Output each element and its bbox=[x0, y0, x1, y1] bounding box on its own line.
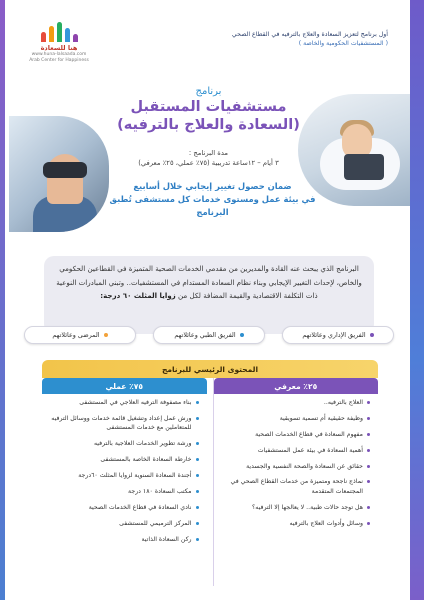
list-item: مفهوم السعادة في قطاع الخدمات الصحية bbox=[218, 430, 371, 440]
list-item: حقائق عن السعادة والصحة النفسية والجسدية bbox=[218, 462, 371, 472]
goal-line-1: ضمان حصول تغيير إيجابي خلال أسابيع bbox=[133, 181, 292, 191]
list-item: أهمية السعادة في بيئة عمل المستشفيات bbox=[218, 446, 371, 456]
list-item: العلاج بالترفيه.. bbox=[218, 398, 371, 408]
intro-box bbox=[44, 256, 374, 334]
intro-bold: زوايا المثلث ٦٠ درجة: bbox=[100, 291, 176, 300]
list-item: ورشة تطوير الخدمات العلاجية بالترفيه bbox=[46, 439, 199, 449]
pill-label: المرضى وعائلاتهم bbox=[52, 331, 100, 339]
list-item: مكتب السعادة ١٨٠ درجة bbox=[46, 487, 199, 497]
title-main: مستشفيات المستقبل bbox=[130, 99, 287, 115]
duration-label: مدة البرنامج : bbox=[188, 149, 229, 157]
practical-column bbox=[42, 378, 207, 586]
list-item: ورش عمل إعداد وتشغيل قائمة خدمات ووسائل الترفيه للمتعاملين مع خدمات المستشفى bbox=[46, 414, 199, 433]
list-item: نادي السعادة في قطاع الخدمات الصحية bbox=[46, 503, 199, 513]
organization-logo bbox=[15, 22, 103, 74]
list-item: بناء مصفوفة الترفيه العلاجي في المستشفى bbox=[46, 398, 199, 408]
pill-label: الفريق الطبي وعائلاتهم bbox=[174, 331, 236, 339]
list-item: وظيفة حقيقية أم تسمية تسويقية bbox=[218, 414, 371, 424]
logo-bars-icon bbox=[15, 22, 103, 42]
list-item: هل توجد حالات طبية.. لا يعالجها إلا الترفيه؟ bbox=[218, 503, 371, 513]
logo-website: www.huna-lalsaada.com bbox=[31, 52, 87, 57]
list-item: خارطة السعادة الخاصة بالمستشفى bbox=[46, 455, 199, 465]
right-frame-stripe bbox=[410, 0, 424, 600]
knowledge-list bbox=[214, 394, 379, 535]
pill-label: الفريق الإداري وعائلاتهم bbox=[302, 331, 366, 339]
header-tagline bbox=[178, 30, 388, 48]
pill-admin-team bbox=[282, 326, 394, 344]
intro-text: البرنامج الذي يبحث عنه القادة والمديرين من مقدمي الخدمات الصحية المتميزة في القطاعين الحكومي والخاص، لإحداث التغيير الإيجابي وبناء نظام السعادة المستدام في المستشفيات.. وتبني المبادرات النوعية ذات التكلفة الاقتصادية والقيمة المضافة لكل من bbox=[56, 264, 362, 300]
program-duration bbox=[117, 148, 300, 168]
title-prefix: برنامج bbox=[195, 86, 222, 97]
goal-line-2: في بيئة عمل ومستوى خدمات كل مستشفى تُطبق البرنامج bbox=[109, 194, 316, 217]
pill-dot-icon bbox=[370, 333, 374, 337]
pill-medical-team bbox=[153, 326, 265, 344]
knowledge-head: ٢٥٪ معرفي bbox=[214, 378, 379, 394]
practical-head: ٧٥٪ عملي bbox=[42, 378, 207, 394]
list-item: نماذج ناجحة ومتميزة من خدمات القطاع الصحي في المجتمعات المتقدمة bbox=[218, 477, 371, 496]
pill-patients bbox=[24, 326, 136, 344]
page-header bbox=[5, 0, 410, 76]
program-goal bbox=[105, 180, 320, 219]
list-item: المركز الترميمي للمستشفى bbox=[46, 519, 199, 529]
hero-section bbox=[5, 76, 410, 236]
content-columns bbox=[42, 378, 378, 586]
list-item: وسائل وأدوات العلاج بالترفيه bbox=[218, 519, 371, 529]
practical-list bbox=[42, 394, 207, 551]
header-line-2: ( المستشفيات الحكومية والخاصة ) bbox=[298, 40, 388, 47]
pill-dot-icon bbox=[240, 333, 244, 337]
content-title: المحتوى الرئيسي للبرنامج bbox=[42, 360, 378, 378]
pill-dot-icon bbox=[104, 333, 108, 337]
logo-subtitle: Arab Center for Happiness bbox=[29, 58, 89, 63]
child-vr-photo bbox=[9, 116, 109, 232]
header-line-1: أول برنامج لتعزيز السعادة والعلاج بالترفيه في القطاع الصحي bbox=[231, 31, 388, 38]
logo-name: هنا للسعادة bbox=[40, 44, 78, 52]
target-groups bbox=[24, 326, 394, 346]
program-title bbox=[117, 86, 300, 134]
list-item: ركن السعادة الذاتية bbox=[46, 535, 199, 545]
duration-value: ٣ أيام – ١٢ساعة تدريبية (٧٥٪ عملي، ٢٥٪ معرفي) bbox=[138, 159, 279, 167]
knowledge-column bbox=[213, 378, 379, 586]
list-item: أجندة السعادة السنوية لزوايا المثلث ٦٠درجة bbox=[46, 471, 199, 481]
title-subtitle: (السعادة والعلاج بالترفيه) bbox=[117, 117, 300, 133]
